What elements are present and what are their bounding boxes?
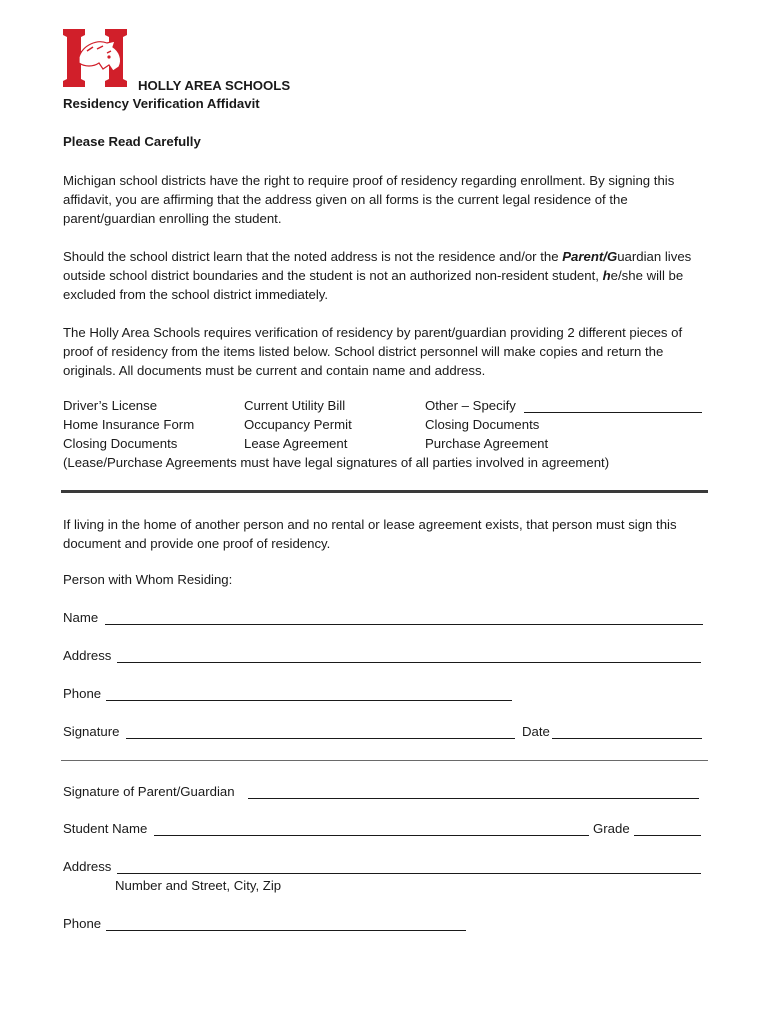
agreement-note: (Lease/Purchase Agreements must have legal signatures of all parties involved in agreement) bbox=[63, 455, 610, 470]
proof-item: Occupancy Permit bbox=[244, 417, 352, 432]
student-address-label: Address bbox=[63, 859, 112, 874]
grade-field[interactable] bbox=[634, 835, 701, 836]
notice-paragraph-3: The Holly Area Schools requires verification of residency by parent/guardian providing 2 different pieces of proof of residency from the items listed below. School district personnel will make copies and return the originals. All documents must be current and contain name and address. bbox=[63, 325, 683, 378]
student-phone-label: Phone bbox=[63, 916, 102, 931]
host-signature-label: Signature bbox=[63, 724, 120, 739]
section-divider bbox=[61, 760, 708, 761]
host-date-field[interactable] bbox=[552, 738, 702, 739]
student-name-field[interactable] bbox=[154, 835, 589, 836]
guardian-signature-label: Signature of Parent/Guardian bbox=[63, 784, 235, 799]
proof-item: Closing Documents bbox=[425, 417, 540, 432]
guardian-signature-field[interactable] bbox=[248, 798, 699, 799]
host-date-label: Date bbox=[522, 724, 550, 739]
notice-paragraph-2: Should the school district learn that the noted address is not the residence and/or the Parent/Guardian lives outside school district boundaries and the student is not an authorized non-resident student, he/she will be excluded from the school district immediately. bbox=[63, 249, 692, 302]
student-phone-field[interactable] bbox=[106, 930, 466, 931]
student-address-field[interactable] bbox=[117, 873, 701, 874]
proof-item: Purchase Agreement bbox=[425, 436, 549, 451]
proof-item: Home Insurance Form bbox=[63, 417, 195, 432]
proof-item: Closing Documents bbox=[63, 436, 178, 451]
host-address-field[interactable] bbox=[117, 662, 701, 663]
host-phone-field[interactable] bbox=[106, 700, 512, 701]
host-intro: If living in the home of another person and no rental or lease agreement exists, that person must sign this document and provide one proof of residency. bbox=[63, 517, 677, 551]
notice-heading: Please Read Carefully bbox=[63, 134, 201, 149]
org-name: HOLLY AREA SCHOOLS bbox=[138, 78, 291, 93]
host-signature-field[interactable] bbox=[126, 738, 515, 739]
proof-item: Lease Agreement bbox=[244, 436, 348, 451]
other-specify-field[interactable] bbox=[524, 412, 702, 413]
proof-item: Driver’s License bbox=[63, 398, 158, 413]
school-logo bbox=[63, 27, 129, 89]
host-name-field[interactable] bbox=[105, 624, 703, 625]
address-hint: Number and Street, City, Zip bbox=[115, 878, 282, 893]
proof-item: Current Utility Bill bbox=[244, 398, 346, 413]
host-phone-label: Phone bbox=[63, 686, 102, 701]
host-heading: Person with Whom Residing: bbox=[63, 572, 233, 587]
host-name-label: Name bbox=[63, 610, 99, 625]
form-title: Residency Verification Affidavit bbox=[63, 96, 260, 111]
section-divider bbox=[61, 490, 708, 493]
host-address-label: Address bbox=[63, 648, 112, 663]
grade-label: Grade bbox=[593, 821, 630, 836]
student-name-label: Student Name bbox=[63, 821, 148, 836]
notice-paragraph-1: Michigan school districts have the right to require proof of residency regarding enrollment. By signing this affidavit, you are affirming that the address given on all forms is the current legal residence of the parent/guardian enrolling the student. bbox=[63, 173, 675, 226]
proof-item-other: Other – Specify bbox=[425, 398, 516, 413]
